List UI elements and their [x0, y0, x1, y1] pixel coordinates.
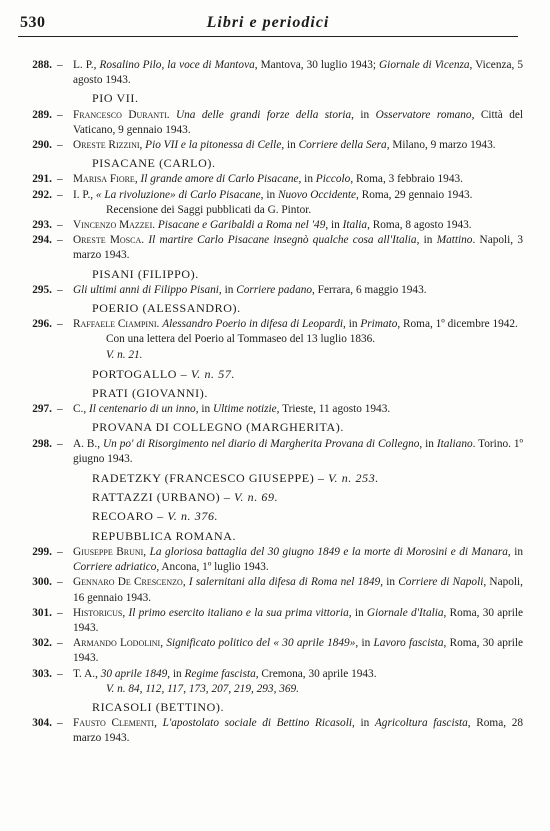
entry-text: [73, 606, 523, 636]
entry-number: 297.: [32, 403, 52, 416]
entry-connector: , in: [218, 283, 237, 296]
entry-author: I. P.: [73, 188, 91, 201]
cross-reference-target: V. n. 376.: [167, 509, 219, 524]
entry-details: . Napoli, 3 marzo 1943.: [73, 234, 523, 262]
entry-text: [73, 545, 523, 575]
entry-details: , Città del Vaticano, 9 gennaio 1943.: [73, 108, 523, 136]
entry-number: 288.: [32, 59, 52, 71]
entry-text: [73, 317, 523, 332]
page-header: [18, 14, 518, 37]
entry-author: Vincenzo Mazzei: [73, 219, 153, 232]
section-heading: PISANI (FILIPPO).: [92, 266, 199, 281]
entry-author: Marisa Fiore: [73, 173, 135, 186]
entry-text: [73, 667, 523, 682]
entry-title: Il primo esercito italiano e la sua prima vittoria: [128, 606, 349, 619]
bibliography-entry: [18, 437, 523, 467]
section-heading: REPUBBLICA ROMANA.: [92, 528, 237, 543]
cross-reference-heading: [18, 367, 523, 382]
entry-dash: –: [57, 318, 63, 331]
entry-dash: –: [57, 108, 63, 121]
entry-number: 298.: [32, 437, 52, 450]
entry-separator: ,: [97, 437, 103, 450]
entry-title: Il centenario di un inno: [89, 403, 196, 416]
entry-text: [73, 233, 523, 263]
entry-title: Il martire Carlo Pisacane insegnò qualche cosa all'Italia: [148, 234, 417, 247]
entry-number: 291.: [32, 173, 52, 186]
entry-number: 303.: [32, 667, 52, 680]
entry-number: 302.: [32, 637, 52, 650]
entry-periodical: Italia: [342, 219, 368, 232]
cross-reference-label: PORTOGALLO –: [92, 366, 188, 381]
bibliography-entry: [18, 108, 523, 138]
entry-periodical: Italiano: [436, 437, 473, 450]
entry-periodical: Mattino: [436, 234, 473, 247]
entry-text: [73, 218, 523, 233]
entry-text: [73, 575, 523, 605]
entry-title: Gli ultimi anni di Filippo Pisani: [73, 283, 219, 296]
entry-number: 301.: [32, 606, 52, 619]
bibliography-entry: [18, 667, 523, 682]
entry-periodical: Corriere di Napoli: [398, 576, 484, 589]
entry-periodical: Corriere della Sera: [298, 139, 387, 152]
entry-title: Una delle grandi forze della storia: [176, 108, 352, 121]
entry-connector: , in: [260, 188, 278, 201]
entry-separator: ,: [90, 188, 96, 201]
entry-number: 293.: [32, 219, 52, 232]
entry-dash: –: [57, 545, 63, 558]
entry-separator: ,: [83, 403, 90, 416]
entry-text: [73, 716, 523, 746]
entry-details: , Roma, 29 gennaio 1943.: [356, 188, 473, 201]
entry-dash: –: [57, 59, 63, 71]
entry-dash: –: [57, 606, 63, 619]
entry-separator: ,: [182, 576, 189, 589]
entry-number: 289.: [32, 108, 52, 121]
bibliography-entry: [18, 172, 523, 187]
entry-separator: ,: [139, 139, 146, 152]
entry-title: Un po' di Risorgimento nel diario di Margherita Provana di Collegno: [102, 437, 420, 450]
entry-number: 304.: [32, 717, 52, 730]
entry-author: T. A.: [73, 667, 96, 680]
entry-number: 290.: [32, 139, 52, 152]
entry-details: , Trieste, 11 agosto 1943.: [276, 403, 391, 416]
entry-author: Raffaele Ciampini: [73, 318, 157, 331]
section-heading: PROVANA DI COLLEGNO (MARGHERITA).: [92, 420, 344, 435]
entry-text: [73, 138, 523, 153]
section-heading: PRATI (GIOVANNI).: [92, 386, 208, 401]
entry-text: [73, 108, 523, 138]
entry-title: Alessandro Poerio in difesa di Leopardi: [162, 318, 344, 331]
entry-periodical: Corriere adriatico: [73, 561, 157, 574]
section-heading: RICASOLI (BETTINO).: [92, 699, 225, 714]
bibliography-entry: [18, 716, 523, 746]
cross-reference-heading: [18, 490, 523, 505]
entry-separator: ,: [143, 545, 150, 558]
entry-periodical: Giornale di Vicenza: [379, 59, 470, 71]
entry-number: 296.: [32, 318, 52, 331]
entry-connector: , Mantova, 30 luglio 1943;: [254, 59, 380, 71]
bibliography-entry: [18, 58, 523, 88]
entry-author: Fausto Clementi: [73, 717, 155, 730]
entry-dash: –: [57, 219, 63, 232]
entry-separator: ,: [134, 173, 141, 186]
entry-dash: –: [57, 139, 63, 152]
entry-periodical: Piccolo: [315, 173, 351, 186]
entry-periodical: Corriere padano: [236, 283, 313, 296]
entry-note: Recensione dei Saggi pubblicati da G. Pintor.: [106, 203, 312, 216]
entry-author: C.: [73, 403, 84, 416]
entry-text: [73, 402, 523, 417]
entry-text: [73, 283, 523, 298]
entry-details: , Roma, 28 marzo 1943.: [73, 717, 523, 745]
bibliography-entry: [18, 545, 523, 575]
entry-title: La gloriosa battaglia del 30 giugno 1849 e la morte di Morosini e di Manara: [149, 545, 508, 558]
entry-number: 300.: [32, 576, 52, 589]
entry-details: , Roma, 30 aprile 1943.: [73, 637, 523, 665]
bibliography-entry: [18, 283, 523, 298]
entry-author: Historicus: [73, 606, 123, 619]
entry-separator: ,: [122, 606, 129, 619]
entry-connector: , in: [343, 318, 361, 331]
bibliography-entry: [18, 233, 523, 263]
entry-separator: ,: [154, 717, 163, 730]
entry-separator: ,: [93, 59, 100, 71]
cross-reference-heading: [18, 509, 523, 524]
entry-dash: –: [57, 283, 63, 296]
entry-connector: , in: [419, 437, 437, 450]
entry-see-also-text: V. n. 84, 112, 117, 173, 207, 219, 293, 369.: [106, 682, 299, 695]
entry-separator: .: [166, 108, 176, 121]
entry-dash: –: [57, 173, 63, 186]
entry-title: L'apostolato sociale di Bettino Ricasoli: [162, 717, 352, 730]
entry-connector: , in: [195, 403, 213, 416]
entry-text: [73, 58, 523, 88]
entry-details: , Roma, 3 febbraio 1943.: [350, 173, 463, 186]
entry-author: A. B.: [73, 437, 98, 450]
cross-reference-label: RADETZKY (FRANCESCO GIUSEPPE) –: [92, 471, 325, 486]
entry-author: Giuseppe Bruni: [73, 545, 144, 558]
entry-connector: , in: [167, 667, 185, 680]
entry-details: . Torino. 1º giugno 1943.: [73, 437, 523, 465]
entry-periodical: Ultime notizie: [212, 403, 277, 416]
section-heading: POERIO (ALESSANDRO).: [92, 301, 241, 316]
entry-dash: –: [57, 437, 63, 450]
entry-dash: –: [57, 576, 63, 589]
running-title: Libri e periodici: [206, 14, 330, 31]
entry-dash: –: [57, 667, 63, 680]
entry-periodical: Agricoltura fascista: [374, 717, 468, 730]
entry-periodical: Lavoro fascista: [373, 637, 444, 650]
bibliography-entry: [18, 218, 523, 233]
cross-reference-target: V. n. 69.: [234, 490, 279, 505]
entry-text: [73, 437, 523, 467]
entry-title: Pisacane e Garibaldi a Roma nel '49: [157, 219, 326, 232]
entry-details: , Vicenza, 5 agosto 1943.: [73, 59, 523, 87]
page-number: 530: [20, 14, 46, 31]
entry-author: L. P.: [73, 59, 94, 71]
entry-title: Pio VII e la pitonessa di Celle: [145, 139, 282, 152]
entry-title: I salernitani alla difesa di Roma nel 1849: [188, 576, 381, 589]
entry-connector: , in: [348, 606, 367, 619]
entry-details: , Ferrara, 6 maggio 1943.: [312, 283, 427, 296]
bibliography-entry: [18, 636, 523, 666]
cross-reference-heading: [18, 471, 523, 486]
entry-number: 292.: [32, 188, 52, 201]
entry-connector: , in: [351, 717, 375, 730]
entry-periodical: Primato: [360, 318, 398, 331]
bibliography-entry: [18, 317, 523, 332]
entry-connector: , in: [351, 108, 376, 121]
entry-see-also-text: V. n. 21.: [106, 348, 143, 361]
entry-separator: .: [141, 234, 149, 247]
entry-text: [73, 172, 523, 187]
entry-dash: –: [57, 637, 63, 650]
cross-reference-label: RATTAZZI (URBANO) –: [92, 490, 231, 505]
entry-details: , Milano, 9 marzo 1943.: [386, 139, 496, 152]
bibliography-entry: [18, 138, 523, 153]
cross-reference-target: V. n. 57.: [190, 366, 236, 381]
entry-number: 299.: [32, 545, 52, 558]
entry-connector: , in: [416, 234, 437, 247]
entry-separator: ,: [95, 667, 101, 680]
bibliography-list: [18, 58, 523, 747]
entry-details: , Roma, 30 aprile 1943.: [73, 606, 523, 634]
entry-number: 294.: [32, 234, 52, 247]
entry-author: Oreste Mosca: [73, 234, 142, 247]
bibliography-entry: [18, 402, 523, 417]
entry-connector: , in: [355, 637, 374, 650]
section-heading: PISACANE (CARLO).: [92, 156, 216, 171]
cross-reference-label: RECOARO –: [92, 509, 164, 524]
entry-text: [73, 636, 523, 666]
entry-details: , Roma, 1º dicembre 1942.: [397, 318, 518, 331]
entry-author: Oreste Rizzini: [73, 139, 140, 152]
entry-dash: –: [57, 188, 63, 201]
entry-number: 295.: [32, 283, 52, 296]
entry-author: Armando Lodolini: [73, 637, 161, 650]
entry-text: [73, 188, 523, 203]
bibliography-entry: [18, 575, 523, 605]
entry-see-also: [18, 682, 523, 697]
entry-periodical: Osservatore romano: [375, 108, 472, 121]
cross-reference-target: V. n. 253.: [328, 471, 379, 486]
entry-connector: , in: [325, 219, 343, 232]
entry-dash: –: [57, 234, 63, 247]
entry-title: Il grande amore di Carlo Pisacane: [140, 173, 299, 186]
entry-connector: , in: [281, 139, 299, 152]
entry-separator: .: [156, 318, 163, 331]
entry-dash: –: [57, 403, 63, 416]
entry-separator: .: [152, 219, 158, 232]
entry-see-also: [18, 348, 523, 363]
entry-details: , Ancona, 1º luglio 1943.: [156, 561, 269, 574]
bibliography-entry: [18, 188, 523, 203]
entry-separator: ,: [160, 637, 167, 650]
bibliography-entry: [18, 606, 523, 636]
entry-periodical: Giornale d'Italia: [366, 606, 444, 619]
entry-periodical: Nuovo Occidente: [277, 188, 357, 201]
entry-periodical: Regime fascista: [184, 667, 256, 680]
entry-title: « La rivoluzione» di Carlo Pisacane: [95, 188, 261, 201]
entry-connector: , in: [507, 545, 524, 558]
entry-title: 30 aprile 1849: [100, 667, 168, 680]
entry-details: , Napoli, 16 gennaio 1943.: [73, 576, 523, 604]
entry-author: Francesco Duranti: [73, 108, 167, 121]
entry-details: , Cremona, 30 aprile 1943.: [255, 667, 377, 680]
entry-note: Con una lettera del Poerio al Tommaseo del 13 luglio 1836.: [106, 333, 376, 346]
entry-connector: , in: [298, 173, 316, 186]
entry-title: Rosalino Pilo, la voce di Mantova: [99, 59, 255, 71]
entry-title: Significato politico del « 30 aprile 1849»: [166, 637, 356, 650]
entry-dash: –: [57, 717, 63, 730]
entry-author: Gennaro De Crescenzo: [73, 576, 183, 589]
entry-details: , Roma, 8 agosto 1943.: [367, 219, 472, 232]
entry-connector: , in: [380, 576, 399, 589]
section-heading: PIO VII.: [92, 91, 139, 106]
